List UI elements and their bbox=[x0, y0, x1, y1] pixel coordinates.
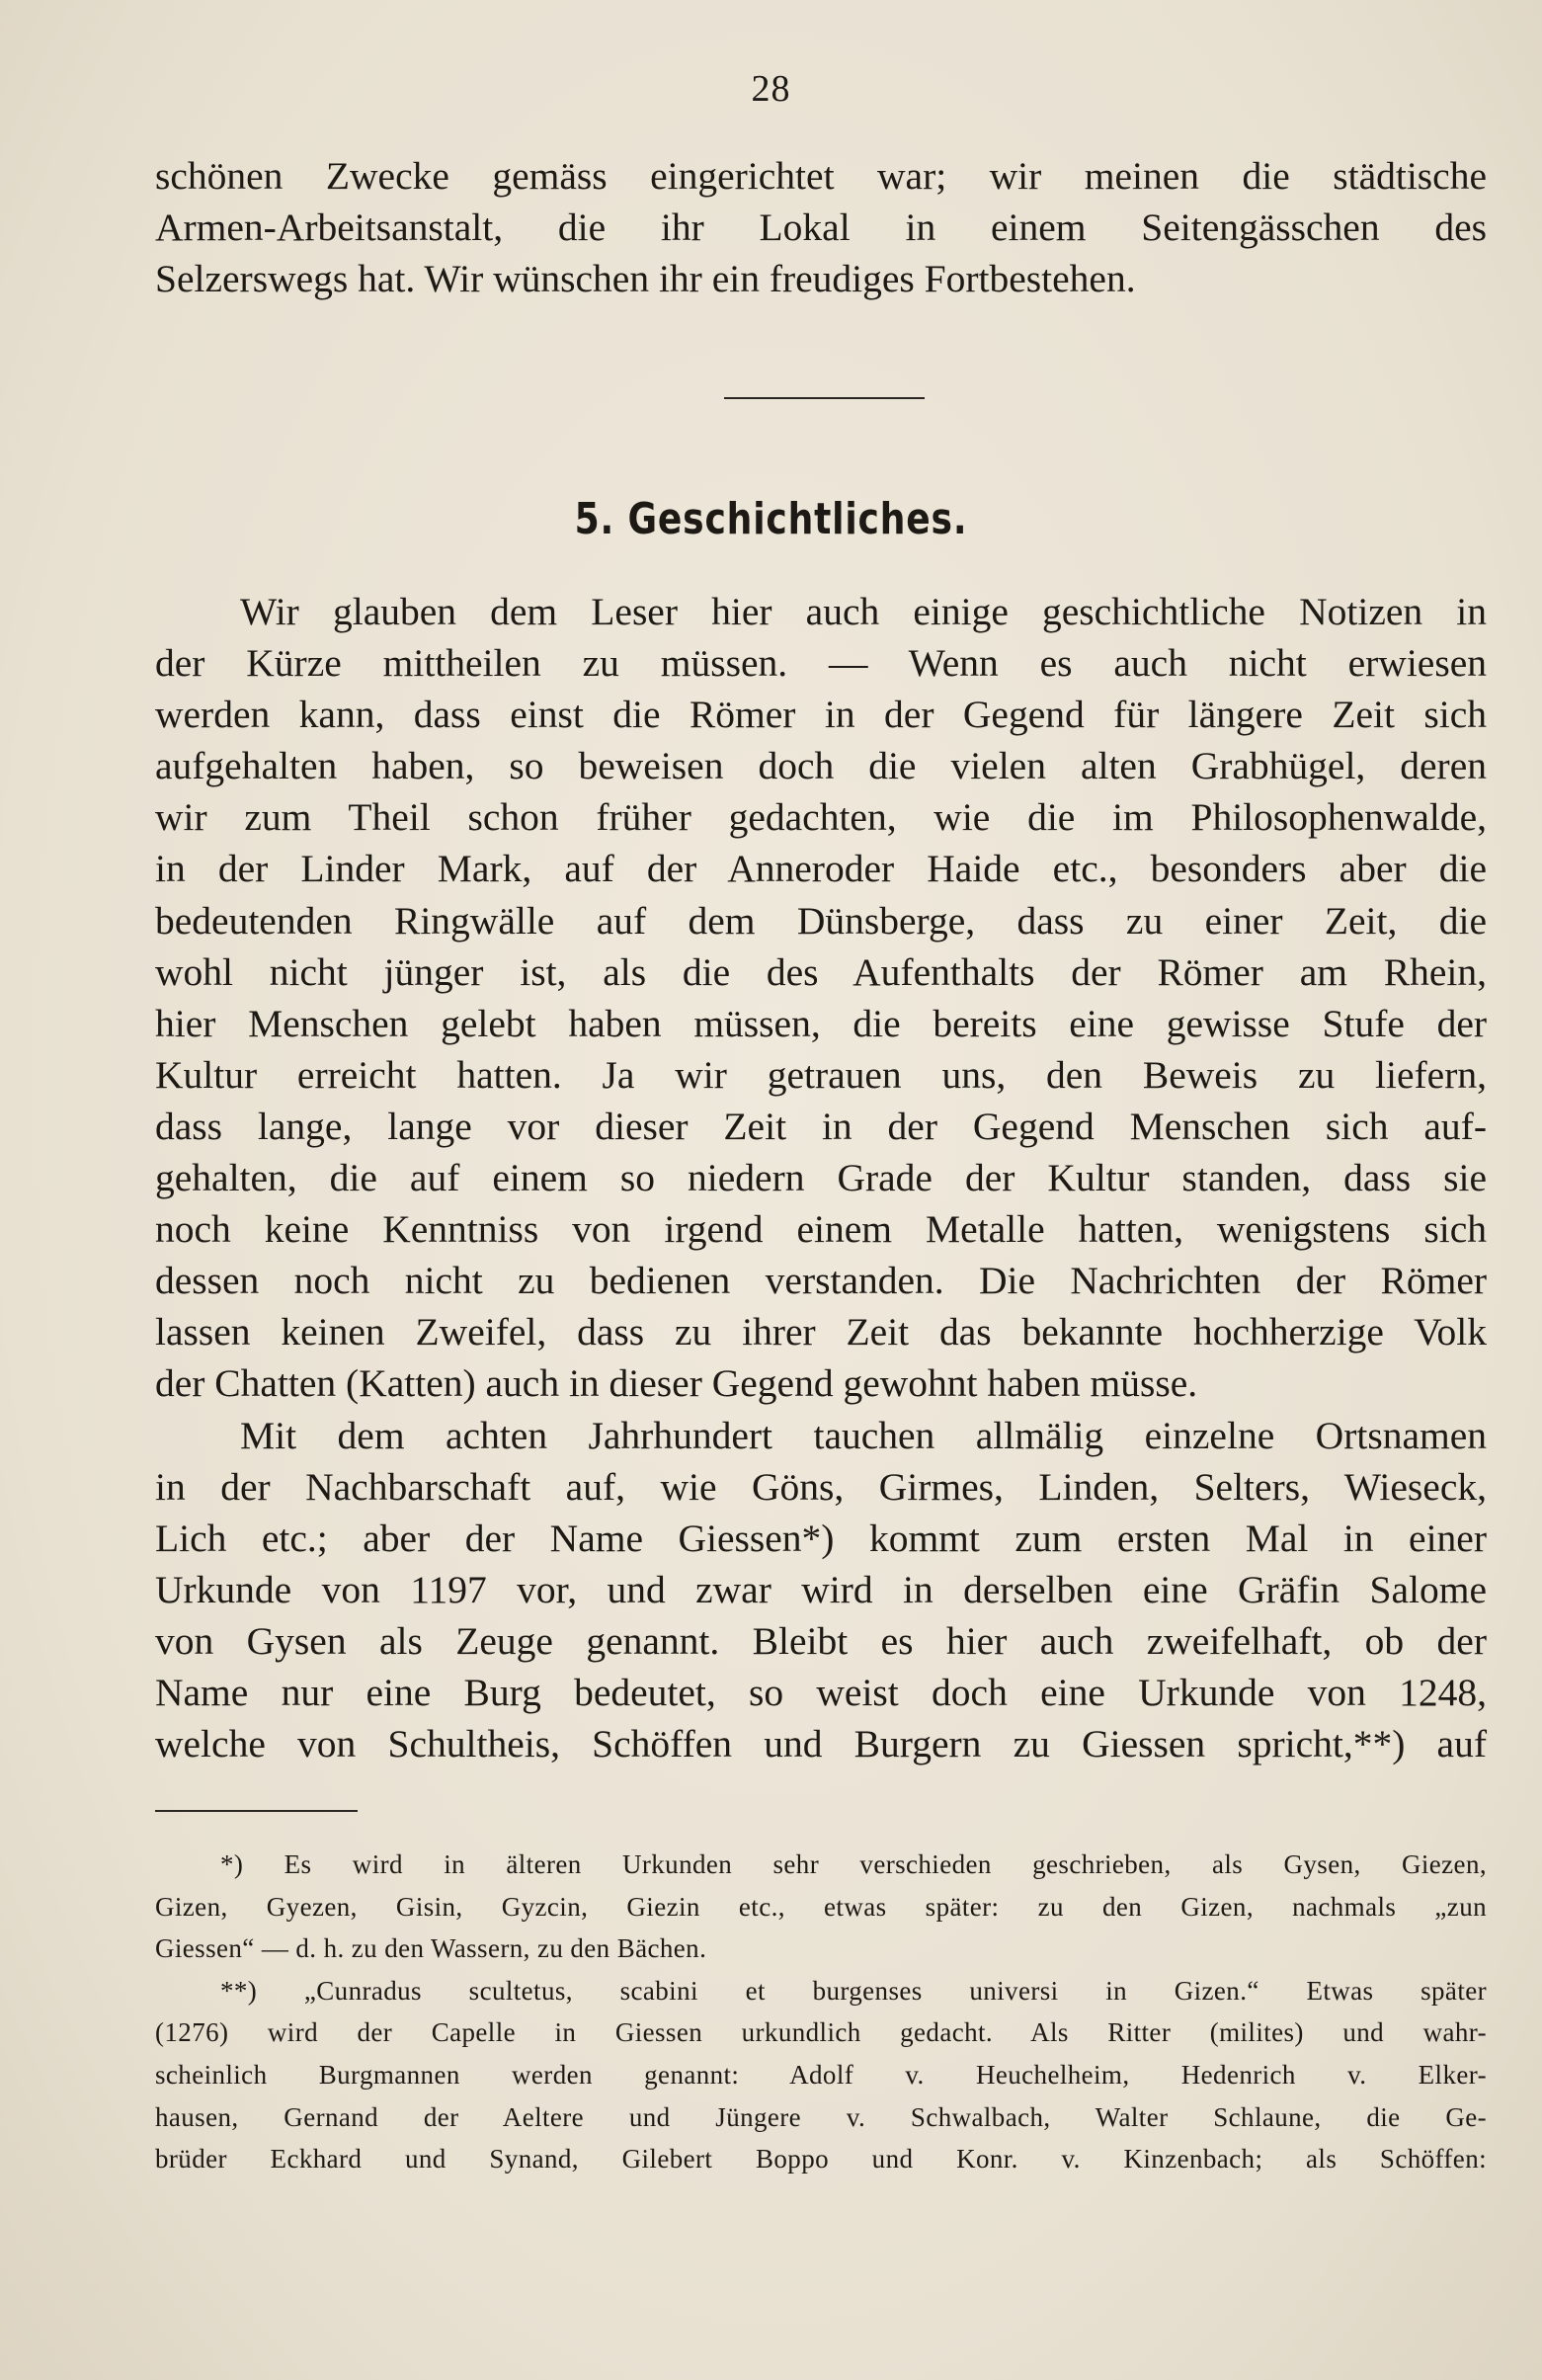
footnote-line: scheinlich Burgmannen werden genannt: Adolf v. Heuchelheim, Hedenrich v. Elker- bbox=[155, 2059, 1487, 2090]
text-line: lassen keinen Zweifel, dass zu ihrer Zeit das bekannte hochherzige Volk bbox=[155, 1310, 1487, 1354]
footnote-line: Gizen, Gyezen, Gisin, Gyzcin, Giezin etc., etwas später: zu den Gizen, nachmals „zun bbox=[155, 1891, 1487, 1922]
text-line: bedeutenden Ringwälle auf dem Dünsberge, dass zu einer Zeit, die bbox=[155, 898, 1487, 943]
footnote-divider bbox=[155, 1810, 358, 1812]
footnote-line: *) Es wird in älteren Urkunden sehr verschieden geschrieben, als Gysen, Giezen, bbox=[220, 1849, 1487, 1879]
text-line: Urkunde von 1197 vor, und zwar wird in derselben eine Gräfin Salome bbox=[155, 1567, 1487, 1611]
text-line: dass lange, lange vor dieser Zeit in der Gegend Menschen sich auf- bbox=[155, 1104, 1487, 1148]
text-line: schönen Zwecke gemäss eingerichtet war; wir meinen die städtische bbox=[155, 154, 1487, 198]
text-line: Selzerswegs hat. Wir wünschen ihr ein freudiges Fortbestehen. bbox=[155, 257, 1136, 301]
text-line: wir zum Theil schon früher gedachten, wie die im Philosophenwalde, bbox=[155, 795, 1487, 840]
section-divider bbox=[724, 397, 925, 399]
footnote-line: **) „Cunradus scultetus, scabini et burgenses universi in Gizen.“ Etwas später bbox=[220, 1975, 1487, 2006]
page-number: 28 bbox=[751, 68, 791, 110]
text-line: Armen-Arbeitsanstalt, die ihr Lokal in einem Seitengässchen des bbox=[155, 205, 1487, 250]
text-line: Name nur eine Burg bedeutet, so weist doch eine Urkunde von 1248, bbox=[155, 1670, 1487, 1714]
footnotes bbox=[155, 1844, 1487, 2180]
text-line: hier Menschen gelebt haben müssen, die bereits eine gewisse Stufe der bbox=[155, 1001, 1487, 1045]
text-line: der Chatten (Katten) auch in dieser Gegend gewohnt haben müsse. bbox=[155, 1361, 1198, 1406]
body-text bbox=[155, 586, 1487, 1769]
text-line: wohl nicht jünger ist, als die des Aufenthalts der Römer am Rhein, bbox=[155, 949, 1487, 994]
text-line: in der Linder Mark, auf der Anneroder Haide etc., besonders aber die bbox=[155, 847, 1487, 891]
text-line: dessen noch nicht zu bedienen verstanden. Die Nachrichten der Römer bbox=[155, 1259, 1487, 1303]
text-line: noch keine Kenntniss von irgend einem Metalle hatten, wenigstens sich bbox=[155, 1207, 1487, 1252]
footnote-line: hausen, Gernand der Aeltere und Jüngere v. Schwalbach, Walter Schlaune, die Ge- bbox=[155, 2101, 1487, 2132]
text-line: Lich etc.; aber der Name Giessen*) kommt zum ersten Mal in einer bbox=[155, 1516, 1487, 1560]
section-heading: 5. Geschichtliches. bbox=[574, 494, 968, 544]
text-line: gehalten, die auf einem so niedern Grade der Kultur standen, dass sie bbox=[155, 1156, 1487, 1200]
text-line: welche von Schultheis, Schöffen und Burgern zu Giessen spricht,**) auf bbox=[155, 1722, 1487, 1766]
footnote-line: Giessen“ — d. h. zu den Wassern, zu den Bächen. bbox=[155, 1933, 707, 1964]
intro-paragraph bbox=[155, 150, 1487, 304]
text-line: Mit dem achten Jahrhundert tauchen allmälig einzelne Ortsnamen bbox=[240, 1413, 1487, 1457]
text-line: aufgehalten haben, so beweisen doch die vielen alten Grabhügel, deren bbox=[155, 744, 1487, 788]
text-line: der Kürze mittheilen zu müssen. — Wenn es auch nicht erwiesen bbox=[155, 641, 1487, 686]
text-line: werden kann, dass einst die Römer in der Gegend für längere Zeit sich bbox=[155, 693, 1487, 737]
footnote-line: (1276) wird der Capelle in Giessen urkundlich gedacht. Als Ritter (milites) und wahr- bbox=[155, 2017, 1487, 2048]
text-line: Kultur erreicht hatten. Ja wir getrauen uns, den Beweis zu liefern, bbox=[155, 1052, 1487, 1097]
footnote-line: brüder Eckhard und Synand, Gilebert Boppo und Konr. v. Kinzenbach; als Schöffen: bbox=[155, 2144, 1487, 2175]
text-line: von Gysen als Zeuge genannt. Bleibt es hier auch zweifelhaft, ob der bbox=[155, 1618, 1487, 1663]
text-line: in der Nachbarschaft auf, wie Göns, Girmes, Linden, Selters, Wieseck, bbox=[155, 1464, 1487, 1509]
text-line: Wir glauben dem Leser hier auch einige geschichtliche Notizen in bbox=[240, 590, 1487, 633]
